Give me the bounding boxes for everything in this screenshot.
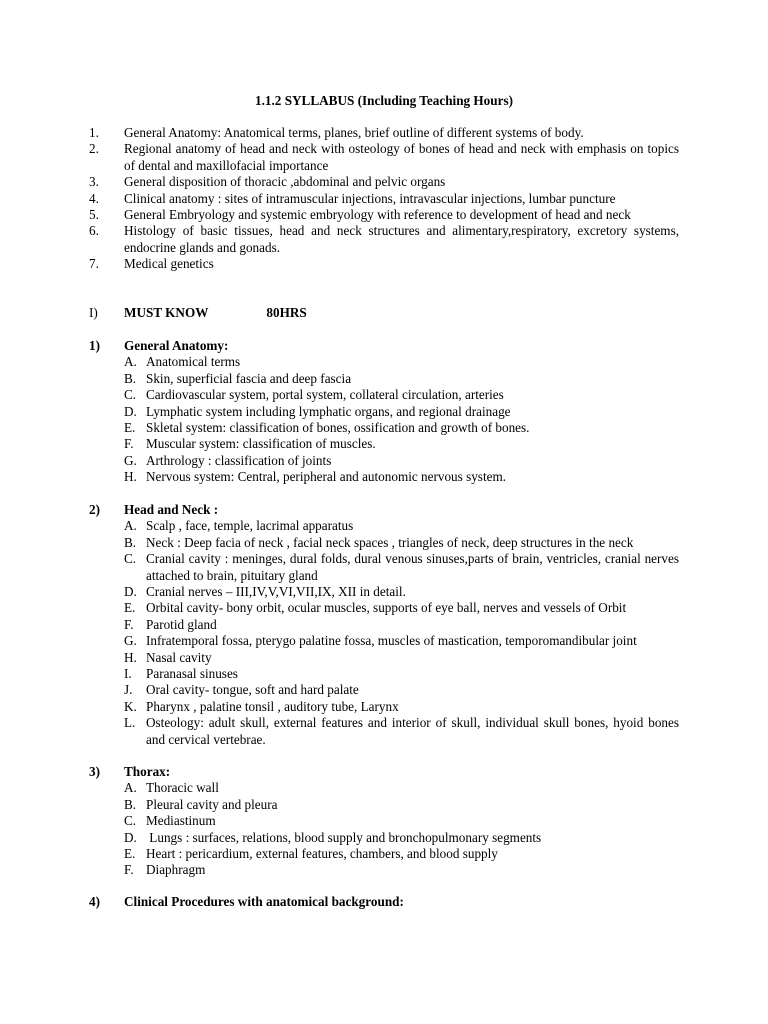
overview-item-text: Medical genetics [124,256,214,272]
item-letter: A. [124,354,137,370]
overview-item-number: 3. [89,174,99,190]
item-letter: E. [124,420,136,436]
list-item [124,813,679,829]
item-letter: F. [124,436,134,452]
overview-item-text: General Anatomy: Anatomical terms, planes, brief outline of different systems of body. [124,125,584,140]
section-number: 4) [89,894,100,909]
list-item [124,830,679,846]
item-text: Scalp , face, temple, lacrimal apparatus [146,518,354,534]
item-text: Parotid gland [146,616,217,632]
item-letter: E. [124,846,136,862]
list-item [124,404,679,420]
overview-item-number: 4. [89,190,99,206]
item-text: Lymphatic system including lymphatic organs, and regional drainage [146,403,511,419]
section-number: 2) [89,502,100,517]
item-letter: F. [124,862,134,878]
list-item [124,453,679,469]
item-text: Diaphragm [146,862,206,878]
item-text: Skletal system: classification of bones, ossification and growth of bones. [146,420,530,436]
item-text: Lungs : surfaces, relations, blood supply and bronchopulmonary segments [146,829,542,845]
section-number: 1) [89,338,100,353]
overview-item-number: 7. [89,256,99,272]
section-heading [89,502,679,518]
item-text: Osteology: adult skull, external features and interior of skull, individual skull bones, hyoid bones and cervical vertebrae. [146,715,679,747]
list-item [124,780,679,796]
item-letter: A. [124,518,137,534]
list-item [124,650,679,666]
item-letter: D. [124,403,137,419]
item-letter: F. [124,616,134,632]
item-text: Mediastinum [146,813,216,829]
item-text: Infratemporal fossa, pterygo palatine fossa, muscles of mastication, temporomandibular joint [146,633,637,649]
list-item [124,862,679,878]
list-item [124,387,679,403]
item-letter: G. [124,633,137,649]
overview-item [89,141,679,174]
overview-item [89,223,679,256]
overview-item-text: General Embryology and systemic embryology with reference to development of head and neck [124,207,631,223]
section-items [124,780,679,878]
item-text: Arthrology : classification of joints [146,452,332,468]
item-text: Oral cavity- tongue, soft and hard palate [146,682,359,698]
list-item [124,699,679,715]
item-letter: J. [124,682,133,698]
item-letter: I. [124,666,132,682]
page-title [0,93,768,109]
must-know-title [124,305,307,321]
section-title: Head and Neck : [124,502,219,517]
section-items [124,354,679,485]
overview-item-number: 1. [89,125,99,140]
item-text: Anatomical terms [146,354,241,370]
list-item [124,600,679,616]
item-letter: D. [124,829,137,845]
overview-list [89,125,679,273]
overview-item-text: Regional anatomy of head and neck with osteology of bones of head and neck with emphasis on topics of dental and maxillofacial importance [124,141,679,173]
list-item [124,371,679,387]
item-text: Nervous system: Central, peripheral and autonomic nervous system. [146,469,507,485]
item-letter: H. [124,469,137,485]
section-title: Clinical Procedures with anatomical background: [124,894,404,909]
must-know-heading [89,305,679,321]
list-item [124,551,679,584]
list-item [124,518,679,534]
item-letter: D. [124,584,137,600]
item-letter: H. [124,649,137,665]
item-letter: K. [124,698,137,714]
overview-item-number: 6. [89,223,99,239]
overview-item [89,125,679,141]
section-items [124,518,679,748]
item-text: Muscular system: classification of muscles. [146,436,376,452]
overview-item-text: Histology of basic tissues, head and neck structures and alimentary,respiratory, excretory systems, endocrine glands and gonads. [124,223,679,255]
list-item [124,682,679,698]
section-thorax [89,764,679,879]
section-heading [89,894,679,910]
item-text: Neck : Deep facia of neck , facial neck spaces , triangles of neck, deep structures in the neck [146,534,634,550]
section-head-and-neck [89,502,679,748]
item-letter: B. [124,796,137,812]
section-heading [89,338,679,354]
item-text: Thoracic wall [146,780,219,796]
list-item [124,666,679,682]
overview-item [89,207,679,223]
list-item [124,535,679,551]
item-letter: C. [124,551,137,567]
section-title: General Anatomy: [124,338,229,353]
must-know-number: I) [89,305,98,320]
section-title: Thorax: [124,764,171,779]
item-text: Paranasal sinuses [146,666,238,682]
list-item [124,633,679,649]
list-item [124,420,679,436]
must-know-label: MUST KNOW [124,305,209,320]
item-letter: B. [124,370,137,386]
item-text: Cardiovascular system, portal system, collateral circulation, arteries [146,387,504,403]
item-letter: L. [124,715,136,731]
item-text: Pleural cavity and pleura [146,796,278,812]
overview-item [89,256,679,272]
item-letter: A. [124,780,137,796]
overview-item-text: Clinical anatomy : sites of intramuscular injections, intravascular injections, lumbar puncture [124,190,616,206]
list-item [124,436,679,452]
item-text: Pharynx , palatine tonsil , auditory tube, Larynx [146,698,399,714]
list-item [124,797,679,813]
item-letter: G. [124,452,137,468]
item-text: Orbital cavity- bony orbit, ocular muscles, supports of eye ball, nerves and vessels of Orbit [146,600,627,616]
item-text: Cranial cavity : meninges, dural folds, dural venous sinuses,parts of brain, ventricles, cranial nerves attached to brain, pituitary gland [146,551,679,583]
overview-item [89,174,679,190]
list-item [124,715,679,748]
list-item [124,354,679,370]
overview-item-text: General disposition of thoracic ,abdominal and pelvic organs [124,174,446,190]
section-clinical-procedures [89,894,679,910]
item-text: Heart : pericardium, external features, chambers, and blood supply [146,846,498,862]
overview-item-number: 5. [89,207,99,223]
section-heading [89,764,679,780]
section-general-anatomy [89,338,679,486]
overview-item-number: 2. [89,141,99,157]
item-text: Cranial nerves – III,IV,V,VI,VII,IX, XII in detail. [146,584,406,600]
item-letter: B. [124,534,137,550]
list-item [124,617,679,633]
section-number: 3) [89,764,100,779]
item-letter: E. [124,600,136,616]
item-letter: C. [124,387,137,403]
page-title-text: 1.1.2 SYLLABUS (Including Teaching Hours) [255,93,513,108]
must-know-hours: 80HRS [266,305,307,320]
list-item [124,469,679,485]
list-item [124,584,679,600]
overview-item [89,191,679,207]
item-text: Nasal cavity [146,649,212,665]
item-text: Skin, superficial fascia and deep fascia [146,370,352,386]
list-item [124,846,679,862]
item-letter: C. [124,813,137,829]
